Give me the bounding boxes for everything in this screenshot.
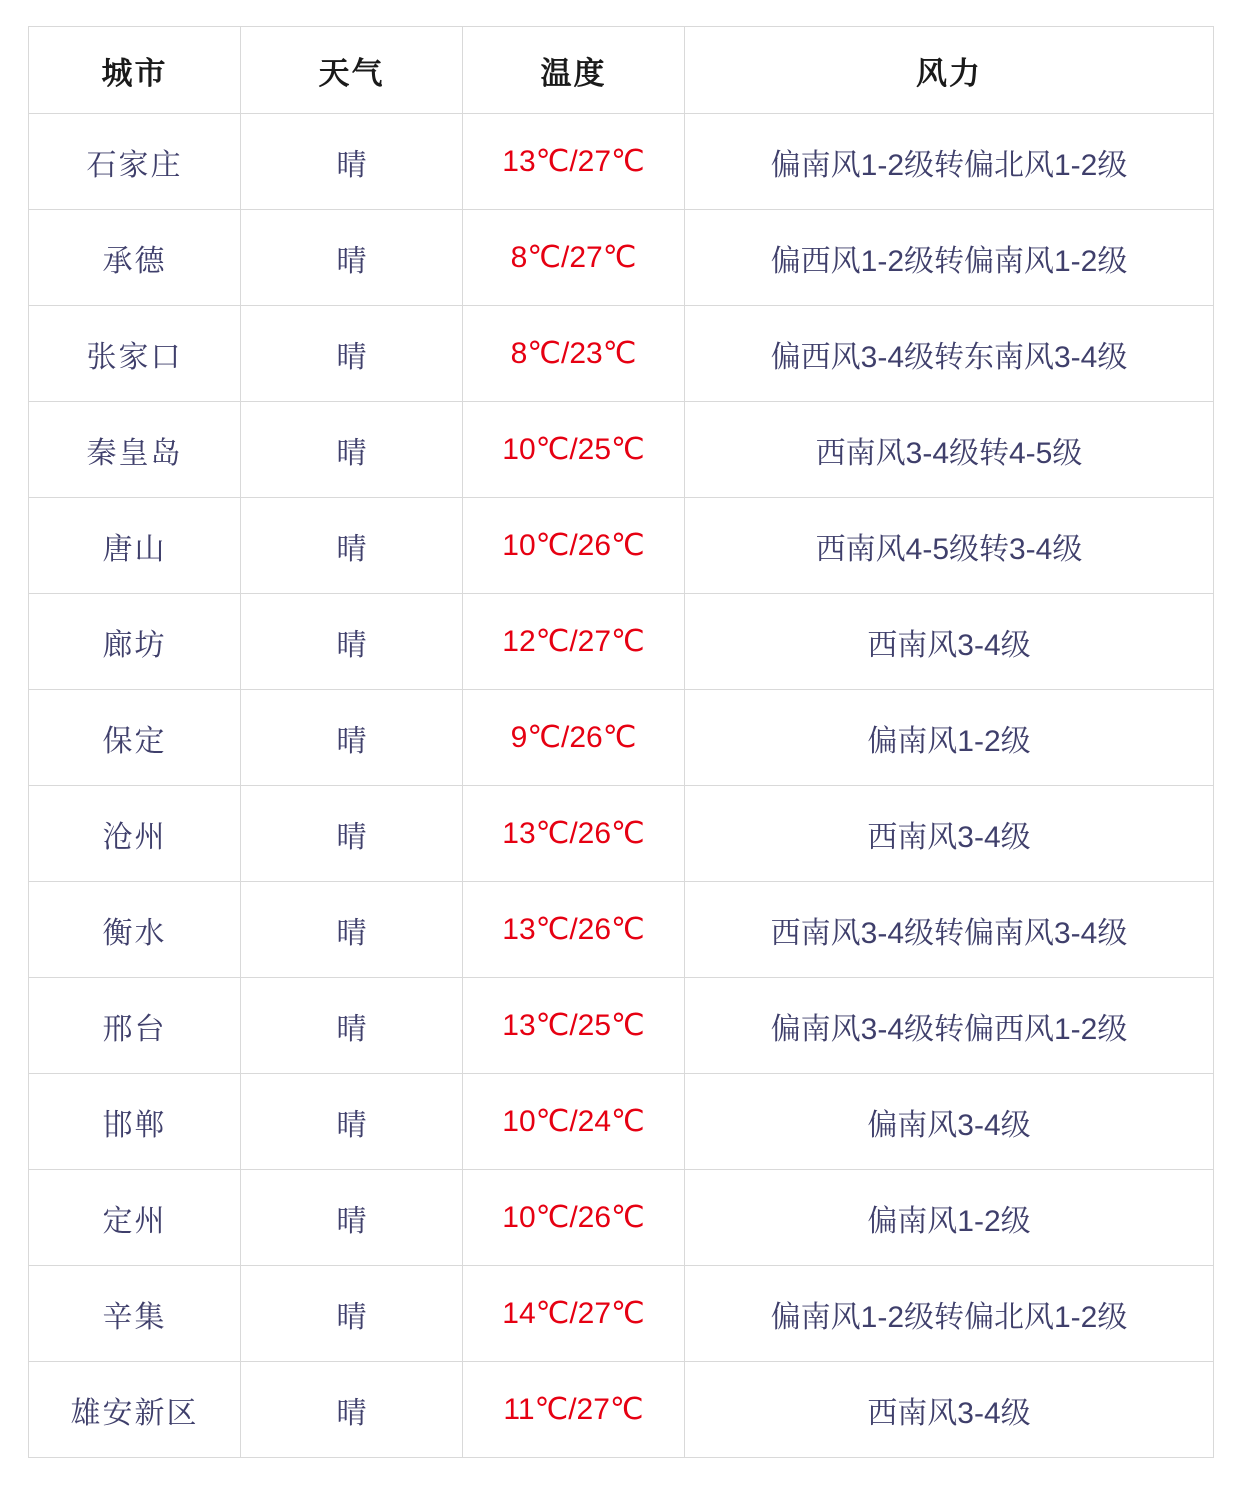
cell-city: 雄安新区 — [29, 1362, 241, 1458]
cell-weather: 晴 — [241, 978, 463, 1074]
cell-wind: 偏南风3-4级转偏西风1-2级 — [685, 978, 1214, 1074]
cell-city: 张家口 — [29, 306, 241, 402]
table-row — [29, 786, 1214, 882]
cell-city: 秦皇岛 — [29, 402, 241, 498]
cell-city: 辛集 — [29, 1266, 241, 1362]
cell-temperature: 8℃/27℃ — [463, 210, 685, 306]
table-row — [29, 1266, 1214, 1362]
table-row — [29, 498, 1214, 594]
cell-temperature: 13℃/27℃ — [463, 114, 685, 210]
weather-forecast-table — [28, 26, 1214, 1458]
cell-city: 廊坊 — [29, 594, 241, 690]
cell-temperature: 10℃/25℃ — [463, 402, 685, 498]
cell-temperature: 13℃/25℃ — [463, 978, 685, 1074]
cell-temperature: 9℃/26℃ — [463, 690, 685, 786]
cell-wind: 偏南风3-4级 — [685, 1074, 1214, 1170]
cell-weather: 晴 — [241, 114, 463, 210]
cell-city: 承德 — [29, 210, 241, 306]
cell-city: 衡水 — [29, 882, 241, 978]
cell-temperature: 13℃/26℃ — [463, 882, 685, 978]
cell-city: 保定 — [29, 690, 241, 786]
column-header-weather: 天气 — [241, 27, 463, 114]
cell-wind: 偏西风3-4级转东南风3-4级 — [685, 306, 1214, 402]
cell-weather: 晴 — [241, 1170, 463, 1266]
cell-wind: 西南风3-4级 — [685, 786, 1214, 882]
cell-temperature: 11℃/27℃ — [463, 1362, 685, 1458]
table-header-row — [29, 27, 1214, 114]
cell-city: 石家庄 — [29, 114, 241, 210]
table-row — [29, 594, 1214, 690]
cell-wind: 偏南风1-2级转偏北风1-2级 — [685, 114, 1214, 210]
column-header-city: 城市 — [29, 27, 241, 114]
table-row — [29, 882, 1214, 978]
cell-weather: 晴 — [241, 594, 463, 690]
table-row — [29, 978, 1214, 1074]
cell-weather: 晴 — [241, 1074, 463, 1170]
table-row — [29, 1362, 1214, 1458]
cell-temperature: 10℃/24℃ — [463, 1074, 685, 1170]
column-header-temperature: 温度 — [463, 27, 685, 114]
cell-city: 定州 — [29, 1170, 241, 1266]
cell-wind: 西南风3-4级 — [685, 1362, 1214, 1458]
cell-weather: 晴 — [241, 402, 463, 498]
cell-temperature: 12℃/27℃ — [463, 594, 685, 690]
table-row — [29, 1074, 1214, 1170]
cell-weather: 晴 — [241, 690, 463, 786]
cell-wind: 西南风4-5级转3-4级 — [685, 498, 1214, 594]
cell-temperature: 10℃/26℃ — [463, 1170, 685, 1266]
cell-weather: 晴 — [241, 1362, 463, 1458]
table-row — [29, 690, 1214, 786]
cell-temperature: 14℃/27℃ — [463, 1266, 685, 1362]
cell-wind: 偏南风1-2级 — [685, 1170, 1214, 1266]
cell-temperature: 10℃/26℃ — [463, 498, 685, 594]
table-header — [29, 27, 1214, 114]
cell-wind: 偏南风1-2级 — [685, 690, 1214, 786]
cell-weather: 晴 — [241, 306, 463, 402]
column-header-wind: 风力 — [685, 27, 1214, 114]
cell-city: 邯郸 — [29, 1074, 241, 1170]
cell-wind: 西南风3-4级转偏南风3-4级 — [685, 882, 1214, 978]
cell-temperature: 8℃/23℃ — [463, 306, 685, 402]
cell-wind: 西南风3-4级 — [685, 594, 1214, 690]
cell-wind: 偏西风1-2级转偏南风1-2级 — [685, 210, 1214, 306]
table-bottom-spacer — [28, 1458, 1213, 1508]
cell-temperature: 13℃/26℃ — [463, 786, 685, 882]
table-row — [29, 402, 1214, 498]
table-row — [29, 306, 1214, 402]
cell-weather: 晴 — [241, 786, 463, 882]
cell-city: 沧州 — [29, 786, 241, 882]
table-body — [29, 114, 1214, 1458]
cell-wind: 西南风3-4级转4-5级 — [685, 402, 1214, 498]
cell-weather: 晴 — [241, 210, 463, 306]
cell-wind: 偏南风1-2级转偏北风1-2级 — [685, 1266, 1214, 1362]
cell-city: 邢台 — [29, 978, 241, 1074]
cell-city: 唐山 — [29, 498, 241, 594]
table-row — [29, 114, 1214, 210]
table-row — [29, 1170, 1214, 1266]
cell-weather: 晴 — [241, 498, 463, 594]
cell-weather: 晴 — [241, 1266, 463, 1362]
cell-weather: 晴 — [241, 882, 463, 978]
table-row — [29, 210, 1214, 306]
